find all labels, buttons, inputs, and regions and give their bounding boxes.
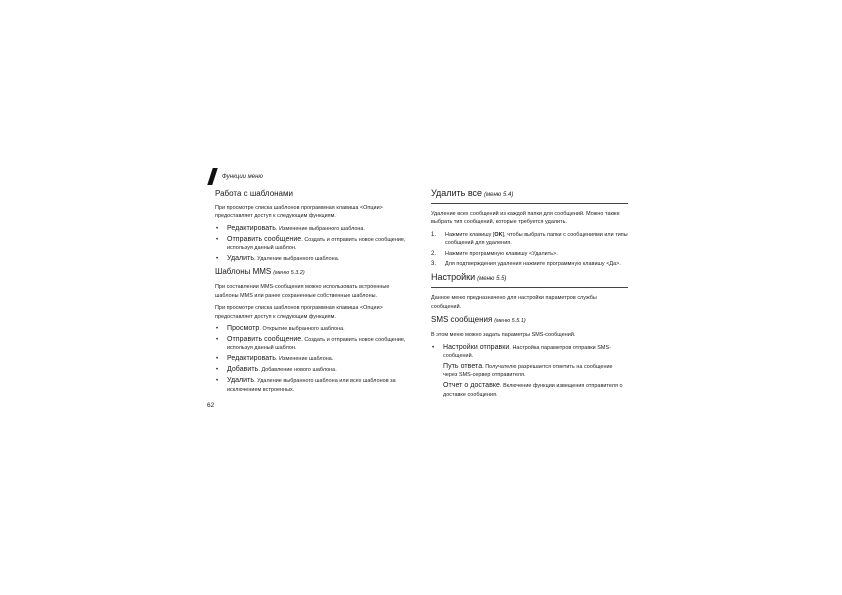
mms-options-list [215, 325, 411, 394]
settings-intro: Данное меню предназначено для настройки параметров службы сообщений. [431, 295, 597, 310]
option-keyword: Просмотр [227, 325, 260, 333]
list-item [215, 336, 411, 353]
delete-all-intro: Удаление всех сообщений из каждой папки для сообщений. Можно также выбрать тип сообщений, которые требуется удалить. [431, 211, 620, 226]
step-number: 3. [431, 261, 437, 268]
option-keyword: Путь ответа [443, 362, 483, 370]
step-text: Для подтверждения удаления нажмите программную клавишу <Да>. [445, 261, 621, 268]
step-text: Нажмите программную клавишу <Удалить>. [445, 250, 558, 257]
sms-title-text: SMS сообщения [431, 315, 493, 325]
step-number: 2. [431, 250, 437, 257]
step-text-post: ], чтобы выбрать папки с сообщениями или типы сообщений для удаления. [445, 231, 628, 247]
step-text-pre: Нажмите клавишу [ [445, 231, 495, 238]
option-keyword: Редактировать [227, 355, 277, 363]
option-keyword: Добавить [227, 366, 259, 374]
mms-title-text: Шаблоны MMS [215, 267, 272, 277]
list-item [431, 344, 628, 361]
templates-section-title: Работа с шаблонами [215, 189, 293, 198]
list-item [215, 255, 411, 263]
delete-all-title-text: Удалить все [431, 188, 483, 198]
list-item [431, 231, 628, 248]
mms-para-1: При составлении MMS-сообщения можно использовать встроенные шаблоны MMS или ранее сохраненные собственные шаблоны. [215, 284, 390, 299]
page-number: 62 [207, 402, 215, 409]
page-header [208, 168, 408, 186]
option-keyword: Удалить [227, 255, 255, 263]
option-desc: . Добавление нового шаблона. [258, 367, 337, 374]
ok-key-label: OK [494, 231, 503, 238]
settings-menu-number: (меню 5.5) [477, 276, 507, 283]
option-desc: . Изменение выбранного шаблона. [276, 225, 366, 232]
settings-title-text: Настройки [431, 272, 476, 283]
mms-templates-title [215, 267, 411, 278]
list-item [431, 382, 628, 399]
option-desc: . Настройка параметров отправки SMS-сообщений. [443, 344, 611, 360]
mms-para-2: При просмотре списка шаблонов программная клавиша <Опции> предоставляет доступ к следующим функциям. [215, 305, 383, 320]
header-label: Функции меню [222, 174, 263, 180]
option-desc: . Создать и отправить новое сообщение, используя данный шаблон. [227, 336, 406, 352]
list-item [215, 325, 411, 333]
option-desc: . Удаление выбранного шаблона. [254, 256, 340, 263]
option-desc: . Открытие выбранного шаблона. [259, 326, 345, 333]
option-keyword: Отправить сообщение [227, 235, 302, 243]
list-item [431, 250, 628, 258]
delete-all-menu-number: (меню 5.4) [484, 192, 514, 198]
option-desc: . Изменение шаблона. [276, 356, 334, 363]
list-item [215, 366, 411, 374]
option-keyword: Настройки отправки [443, 343, 510, 351]
list-item [215, 355, 411, 363]
sms-menu-number: (меню 5.5.1) [494, 318, 526, 325]
template-options-list [215, 225, 411, 264]
list-item [215, 225, 411, 233]
option-keyword: Отчет о доставке [443, 382, 500, 390]
templates-intro: При просмотре списка шаблонов программная клавиша <Опции> предоставляет доступ к следующим функциям. [215, 205, 383, 220]
list-item [431, 363, 628, 380]
option-desc: . Получателю разрешается ответить на сообщение через SMS-сервер отправителя. [443, 363, 613, 379]
delete-all-title [431, 188, 628, 204]
delete-steps-list [431, 231, 628, 269]
option-desc: . Удаление выбранного шаблона или всех шаблонов за исключением встроенных. [227, 378, 396, 393]
right-column [431, 188, 628, 403]
option-keyword: Удалить [227, 377, 255, 385]
list-item [215, 236, 411, 253]
left-column [215, 188, 411, 398]
step-number: 1. [431, 231, 437, 238]
settings-title [431, 272, 628, 288]
header-slash-mark [207, 168, 218, 185]
option-desc: . Создать и отправить новое сообщение, используя данный шаблон. [227, 236, 406, 252]
mms-menu-number: (меню 5.3.2) [273, 270, 305, 277]
sms-messages-title [431, 315, 628, 326]
option-desc: . Включение функции извещения отправителя о доставке сообщения. [443, 383, 623, 398]
option-keyword: Отправить сообщение [227, 335, 302, 343]
option-keyword: Редактировать [227, 224, 277, 232]
sms-options-list [431, 344, 628, 399]
list-item [431, 260, 628, 268]
sms-intro: В этом меню можно задать параметры SMS-сообщений. [431, 332, 576, 339]
list-item [215, 377, 411, 394]
